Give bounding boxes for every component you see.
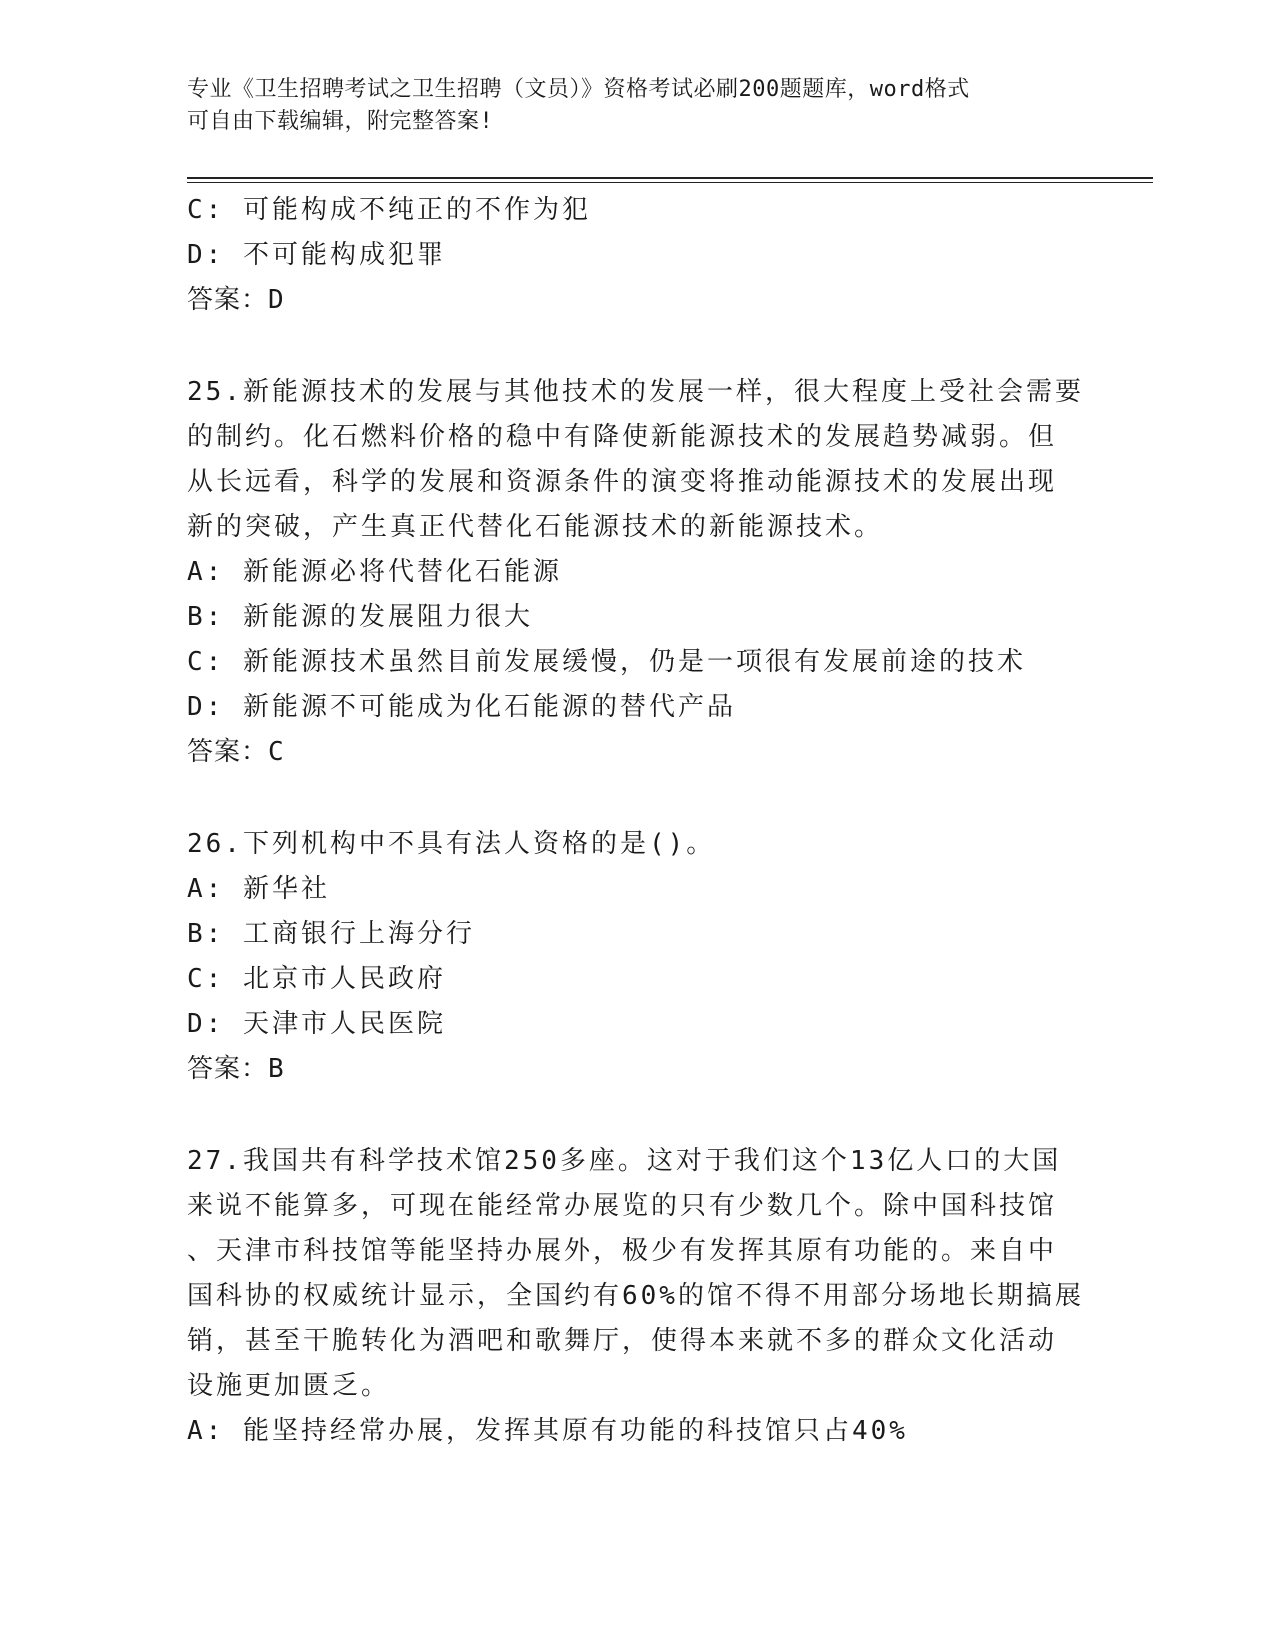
option-c: C: 可能构成不纯正的不作为犯 — [187, 195, 591, 225]
spacer — [187, 775, 1087, 822]
answer-line: 答案：D — [187, 285, 285, 315]
option-c: C: 新能源技术虽然目前发展缓慢，仍是一项很有发展前途的技术 — [187, 647, 1026, 677]
spacer — [187, 1092, 1087, 1139]
question-stem-line: 设施更加匮乏。 — [187, 1371, 391, 1401]
question-stem-line: 、天津市科技馆等能坚持办展外，极少有发挥其原有功能的。来自中 — [187, 1236, 1058, 1266]
header-title-line-2: 可自由下载编辑，附完整答案! — [187, 109, 494, 134]
answer-line: 答案：B — [187, 1054, 285, 1084]
header-divider-thin — [187, 182, 1153, 183]
header-title-line-1: 专业《卫生招聘考试之卫生招聘（文员）》资格考试必刷200题题库，word格式 — [187, 77, 970, 102]
question-stem-line: 从长远看，科学的发展和资源条件的演变将推动能源技术的发展出现 — [187, 467, 1058, 497]
question-27 — [187, 1139, 1087, 1454]
option-d: D: 不可能构成犯罪 — [187, 240, 446, 270]
question-content — [187, 188, 1087, 1454]
option-b: B: 工商银行上海分行 — [187, 919, 475, 949]
question-stem-line: 销，甚至干脆转化为酒吧和歌舞厅，使得本来就不多的群众文化活动 — [187, 1326, 1058, 1356]
prev-question-block — [187, 188, 1087, 323]
answer-line: 答案：C — [187, 737, 285, 767]
question-25 — [187, 370, 1087, 775]
question-stem-line: 25.新能源技术的发展与其他技术的发展一样，很大程度上受社会需要 — [187, 377, 1084, 407]
question-stem-line: 国科协的权威统计显示，全国约有60%的馆不得不用部分场地长期搞展 — [187, 1281, 1084, 1311]
header-divider — [187, 177, 1153, 179]
spacer — [187, 323, 1087, 370]
option-d: D: 新能源不可能成为化石能源的替代产品 — [187, 692, 736, 722]
option-b: B: 新能源的发展阻力很大 — [187, 602, 533, 632]
question-stem-line: 27.我国共有科学技术馆250多座。这对于我们这个13亿人口的大国 — [187, 1146, 1062, 1176]
option-c: C: 北京市人民政府 — [187, 964, 446, 994]
question-stem-line: 新的突破，产生真正代替化石能源技术的新能源技术。 — [187, 512, 884, 542]
question-stem-line: 的制约。化石燃料价格的稳中有降使新能源技术的发展趋势减弱。但 — [187, 422, 1058, 452]
question-stem-line: 26.下列机构中不具有法人资格的是()。 — [187, 829, 716, 859]
option-a: A: 能坚持经常办展，发挥其原有功能的科技馆只占40% — [187, 1416, 908, 1446]
page-header — [187, 74, 1067, 138]
question-26 — [187, 822, 1087, 1092]
question-stem-line: 来说不能算多，可现在能经常办展览的只有少数几个。除中国科技馆 — [187, 1191, 1058, 1221]
option-a: A: 新华社 — [187, 874, 330, 904]
option-d: D: 天津市人民医院 — [187, 1009, 446, 1039]
option-a: A: 新能源必将代替化石能源 — [187, 557, 562, 587]
